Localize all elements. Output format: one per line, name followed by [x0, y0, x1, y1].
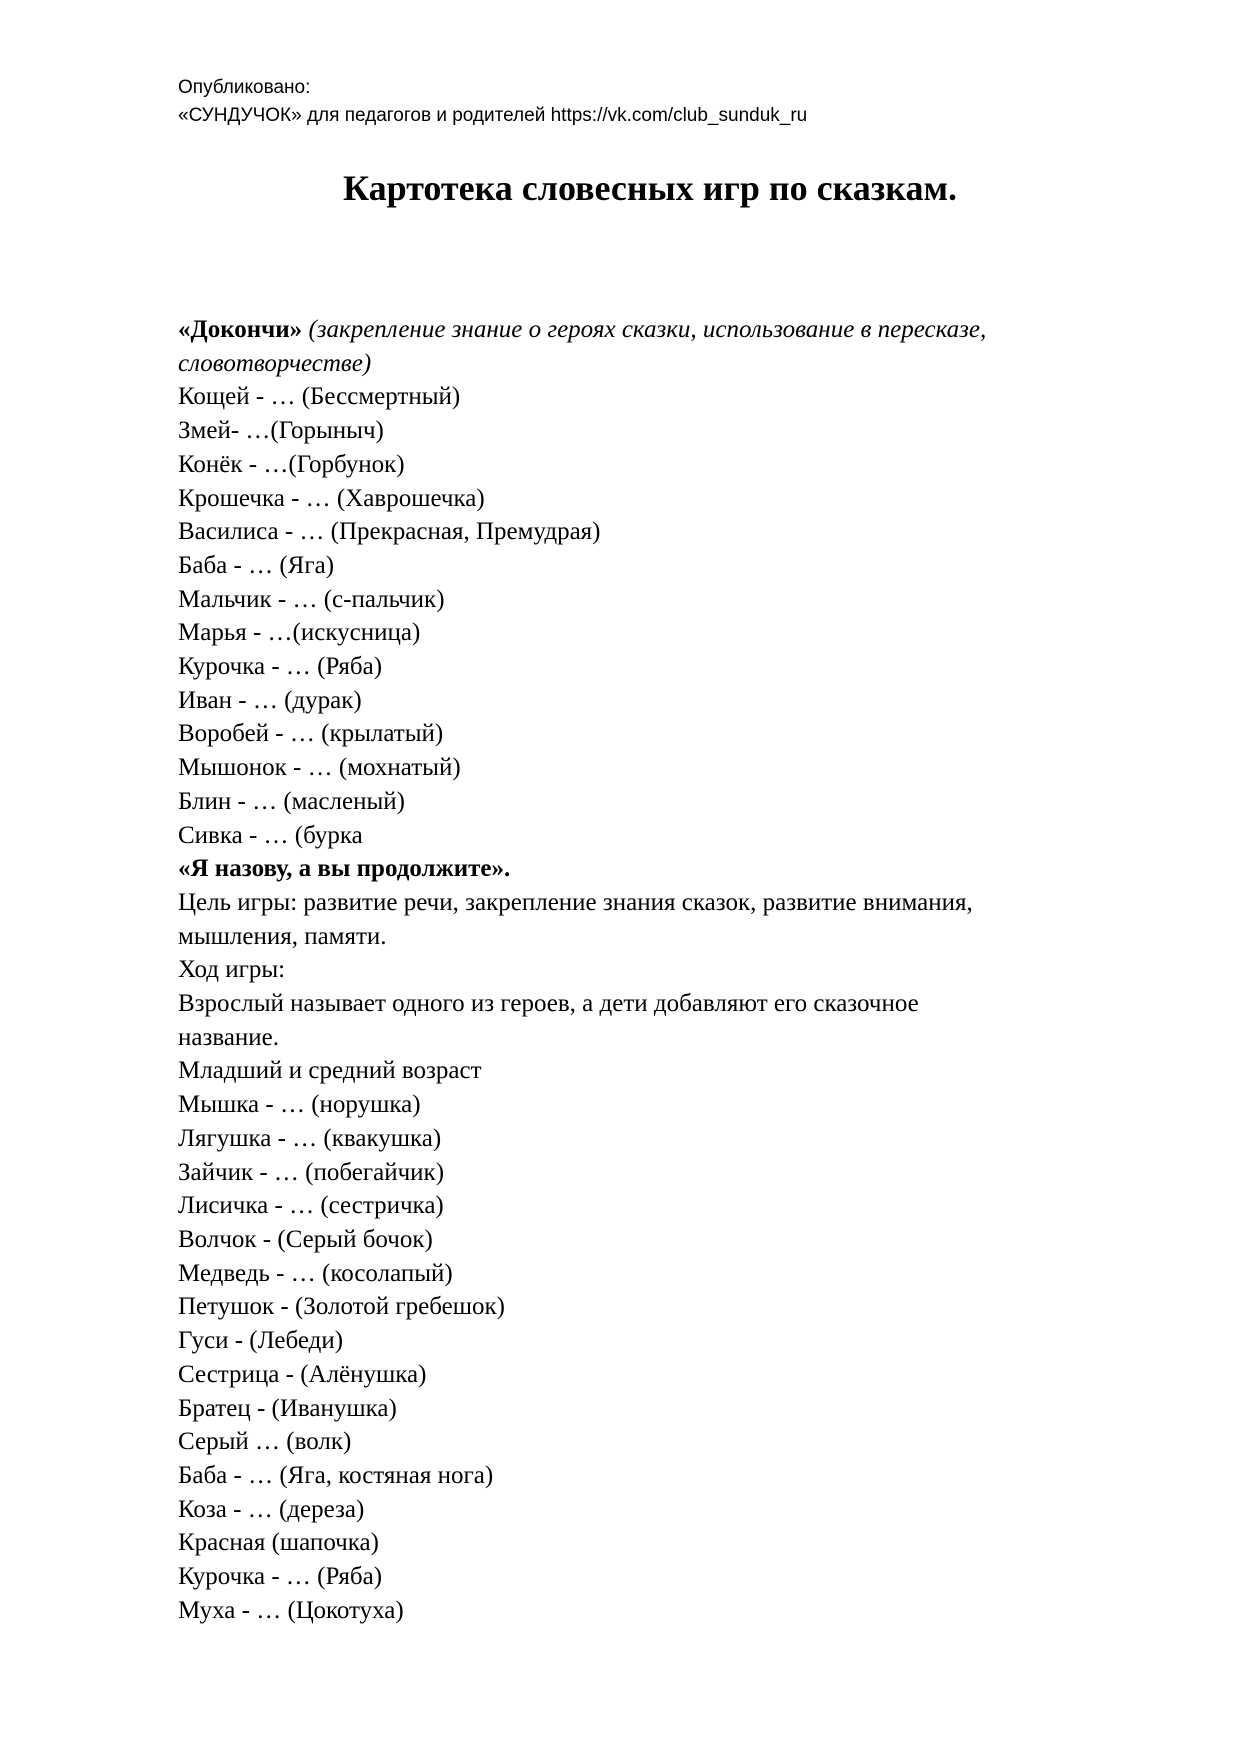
list-item: Кощей - … (Бессмертный): [178, 383, 461, 411]
list-item: Мышка - … (норушка): [178, 1091, 421, 1119]
game1-description-cont: словотворчестве): [178, 349, 372, 377]
list-item: Муха - … (Цокотуха): [178, 1596, 404, 1624]
game1-list: [178, 380, 1158, 852]
list-item: Братец - (Иванушка): [178, 1394, 397, 1422]
list-item: Серый … (волк): [178, 1428, 352, 1456]
source-line: «СУНДУЧОК» для педагогов и родителей https://vk.com/club_sunduk_ru: [178, 105, 808, 126]
published-label: Опубликовано:: [178, 77, 311, 98]
list-item: Лягушка - … (квакушка): [178, 1124, 442, 1152]
list-item: Василиса - … (Прекрасная, Премудрая): [178, 518, 601, 546]
game2-goal: Цель игры: развитие речи, закрепление знания сказок, развитие внимания,: [178, 888, 973, 916]
list-item: Коза - … (дереза): [178, 1495, 365, 1523]
game1-heading: [178, 313, 1158, 347]
game2-course-cont: название.: [178, 1023, 280, 1051]
list-item: Зайчик - … (побегайчик): [178, 1158, 445, 1186]
list-item: Конёк - …(Горбунок): [178, 450, 405, 478]
list-item: Курочка - … (Ряба): [178, 653, 383, 681]
game2-list: [178, 1088, 1158, 1627]
game1-description: (закрепление знание о героях сказки, использование в пересказе,: [302, 316, 987, 343]
list-item: Лисичка - … (сестричка): [178, 1192, 444, 1220]
list-item: Петушок - (Золотой гребешок): [178, 1293, 505, 1321]
list-item: Иван - … (дурак): [178, 686, 362, 714]
list-item: Волчок - (Серый бочок): [178, 1225, 433, 1253]
list-item: Медведь - … (косолапый): [178, 1259, 453, 1287]
list-item: Мышонок - … (мохнатый): [178, 754, 461, 782]
list-item: Гуси - (Лебеди): [178, 1327, 344, 1355]
game2-course: Взрослый называет одного из героев, а дети добавляют его сказочное: [178, 990, 919, 1018]
list-item: Сивка - … (бурка: [178, 821, 363, 849]
game1-name: «Докончи»: [178, 316, 303, 343]
document-body: [178, 313, 1158, 1627]
game2-course-label: Ход игры:: [178, 956, 286, 984]
game2-age-group: Младший и средний возраст: [178, 1057, 482, 1085]
list-item: Марья - …(искусница): [178, 619, 421, 647]
list-item: Крошечка - … (Хаврошечка): [178, 484, 485, 512]
publication-header: [178, 74, 807, 130]
list-item: Красная (шапочка): [178, 1529, 379, 1557]
game2-goal-cont: мышления, памяти.: [178, 922, 387, 950]
list-item: Змей- …(Горыныч): [178, 417, 384, 445]
list-item: Блин - … (масленый): [178, 787, 405, 815]
game2-name: «Я назову, а вы продолжите».: [178, 855, 511, 883]
list-item: Сестрица - (Алёнушка): [178, 1360, 427, 1388]
page-title: Картотека словесных игр по сказкам.: [343, 168, 957, 208]
list-item: Баба - … (Яга): [178, 551, 335, 579]
list-item: Воробей - … (крылатый): [178, 720, 444, 748]
list-item: Мальчик - … (с-пальчик): [178, 585, 445, 613]
list-item: Курочка - … (Ряба): [178, 1563, 383, 1591]
list-item: Баба - … (Яга, костяная нога): [178, 1461, 494, 1489]
